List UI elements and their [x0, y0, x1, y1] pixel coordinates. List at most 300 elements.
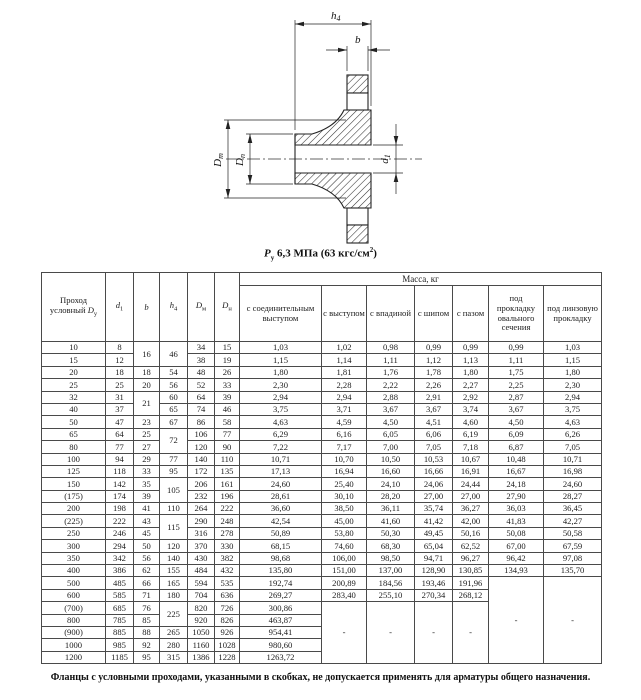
table-cell: 980,60: [240, 639, 322, 651]
caption-close: ): [373, 247, 377, 260]
table-cell: 45: [134, 527, 160, 539]
table-cell: 105: [160, 478, 188, 503]
table-cell: 25: [42, 379, 106, 391]
table-row: [42, 391, 602, 403]
table-cell: 24,18: [489, 478, 544, 490]
table-cell: 432: [215, 565, 240, 577]
table-cell: 3,74: [453, 403, 489, 415]
table-cell: 2,87: [489, 391, 544, 403]
table-cell: 25,40: [322, 478, 367, 490]
table-cell: 36,27: [453, 503, 489, 515]
table-cell: 16,94: [322, 465, 367, 477]
table-cell: 4,59: [322, 416, 367, 428]
table-cell: 118: [106, 465, 134, 477]
table-cell: 196: [215, 490, 240, 502]
table-cell: 92: [134, 639, 160, 651]
table-cell: 37: [106, 403, 134, 415]
table-cell: 41: [134, 503, 160, 515]
table-cell: 484: [188, 565, 215, 577]
caption-text: 6,3 МПа (63 кгс/см: [274, 247, 370, 260]
table-cell: 35: [134, 478, 160, 490]
table-cell: 1050: [188, 626, 215, 638]
table-cell: 1160: [188, 639, 215, 651]
table-cell: 94: [106, 453, 134, 465]
table-cell: 463,87: [240, 614, 322, 626]
table-cell: 72: [160, 428, 188, 453]
table-cell: 2,22: [367, 379, 415, 391]
table-row: [42, 565, 602, 577]
table-cell: 485: [106, 577, 134, 589]
footnote: Фланцы с условными проходами, указанными в скобках, не допускается применять для арматуры общего назначения.: [50, 672, 591, 683]
table-row: [42, 428, 602, 440]
table-cell: 2,91: [415, 391, 453, 403]
table-cell: 535: [215, 577, 240, 589]
table-cell: 2,25: [489, 379, 544, 391]
table-cell: 16: [134, 342, 160, 367]
table-cell: 42,00: [453, 515, 489, 527]
table-cell: 7,05: [544, 441, 602, 453]
table-cell: 42,27: [544, 515, 602, 527]
table-cell: 74,60: [322, 540, 367, 552]
table-cell: 71: [134, 589, 160, 601]
table-cell: 60: [160, 391, 188, 403]
table-cell: (700): [42, 602, 106, 614]
table-cell: 85: [134, 614, 160, 626]
table-cell: 6,06: [415, 428, 453, 440]
table-cell: 330: [215, 540, 240, 552]
table-row: [42, 490, 602, 502]
table-cell: 40: [42, 403, 106, 415]
table-cell: 28,20: [367, 490, 415, 502]
table-cell: 137,00: [367, 565, 415, 577]
table-cell: 36,60: [240, 503, 322, 515]
table-cell: 52: [188, 379, 215, 391]
table-cell: 0,99: [453, 342, 489, 354]
table-cell: 33: [215, 379, 240, 391]
header-mass-group: Масса, кг: [240, 273, 602, 286]
table-cell: 20: [134, 379, 160, 391]
table-cell: 885: [106, 626, 134, 638]
table-cell: 125: [42, 465, 106, 477]
table-cell: 110: [160, 503, 188, 515]
table-cell: 41,60: [367, 515, 415, 527]
table-cell: 77: [106, 441, 134, 453]
table-cell: 134,93: [489, 565, 544, 577]
dimensions-table: [41, 272, 602, 664]
table-cell: 500: [42, 577, 106, 589]
table-cell: 115: [160, 515, 188, 540]
caption-sup: 2: [369, 246, 374, 254]
table-cell: 151,00: [322, 565, 367, 577]
table-cell: (175): [42, 490, 106, 502]
table-cell: 1,78: [415, 366, 453, 378]
table-cell: 32: [42, 391, 106, 403]
table-cell: 0,98: [367, 342, 415, 354]
table-cell: 15: [42, 354, 106, 366]
table-cell: 98,50: [367, 552, 415, 564]
table-cell: 316: [188, 527, 215, 539]
table-cell: (900): [42, 626, 106, 638]
table-cell: 193,46: [415, 577, 453, 589]
table-cell: 10,67: [453, 453, 489, 465]
table-cell: 826: [215, 614, 240, 626]
table-cell: -: [489, 577, 544, 664]
table-cell: 4,63: [240, 416, 322, 428]
table-row: [42, 515, 602, 527]
table-cell: 1185: [106, 651, 134, 663]
table-cell: 0,99: [415, 342, 453, 354]
table-cell: 53,80: [322, 527, 367, 539]
table-cell: 1000: [42, 639, 106, 651]
table-cell: 39: [215, 391, 240, 403]
table-cell: 342: [106, 552, 134, 564]
table-cell: 28,61: [240, 490, 322, 502]
table-cell: 2,26: [415, 379, 453, 391]
table-cell: 16,60: [367, 465, 415, 477]
table-row: [42, 354, 602, 366]
table-cell: 6,29: [240, 428, 322, 440]
table-row: [42, 478, 602, 490]
table-cell: 65: [160, 403, 188, 415]
table-cell: 1,11: [367, 354, 415, 366]
table-cell: 35,74: [415, 503, 453, 515]
table-cell: 62,52: [453, 540, 489, 552]
header-col-1: $d_1$: [106, 273, 134, 342]
table-cell: 36,11: [367, 503, 415, 515]
table-cell: 6,09: [489, 428, 544, 440]
table-cell: 250: [42, 527, 106, 539]
table-cell: 98,68: [240, 552, 322, 564]
table-cell: 10,50: [367, 453, 415, 465]
table-cell: 65,04: [415, 540, 453, 552]
table-cell: 206: [188, 478, 215, 490]
flange-drawing: [0, 0, 641, 262]
table-cell: 27: [134, 441, 160, 453]
table-cell: 1,02: [322, 342, 367, 354]
table-cell: 24,60: [240, 478, 322, 490]
table-cell: 269,27: [240, 589, 322, 601]
table-cell: 184,56: [367, 577, 415, 589]
table-row: [42, 503, 602, 515]
table-cell: 36,03: [489, 503, 544, 515]
table-cell: 77: [215, 428, 240, 440]
table-cell: 86: [188, 416, 215, 428]
table-cell: 2,30: [544, 379, 602, 391]
dim-label-dn: Dn: [234, 154, 247, 166]
table-cell: 42,54: [240, 515, 322, 527]
table-cell: 24,44: [453, 478, 489, 490]
table-row: [42, 453, 602, 465]
table-cell: 106: [188, 428, 215, 440]
table-cell: -: [453, 602, 489, 664]
table-cell: 785: [106, 614, 134, 626]
table-cell: 150: [42, 478, 106, 490]
header-col-0: Проход условный $D_у$: [42, 273, 106, 342]
table-cell: 106,00: [322, 552, 367, 564]
table-cell: 25: [134, 428, 160, 440]
table-cell: 1,81: [322, 366, 367, 378]
table-cell: (225): [42, 515, 106, 527]
table-cell: 280: [160, 639, 188, 651]
table-cell: 45,00: [322, 515, 367, 527]
table-cell: 920: [188, 614, 215, 626]
table-cell: 926: [215, 626, 240, 638]
table-cell: 1263,72: [240, 651, 322, 663]
table-cell: 315: [160, 651, 188, 663]
table-cell: 1,13: [453, 354, 489, 366]
table-cell: 820: [188, 602, 215, 614]
table-cell: 155: [160, 565, 188, 577]
table-cell: 10,48: [489, 453, 544, 465]
table-cell: 172: [188, 465, 215, 477]
table-cell: 7,00: [367, 441, 415, 453]
table-cell: 6,26: [544, 428, 602, 440]
header-mass-col-3: с шипом: [415, 286, 453, 342]
table-cell: 142: [106, 478, 134, 490]
table-cell: 4,63: [544, 416, 602, 428]
table-cell: 46: [160, 342, 188, 367]
table-cell: 38: [188, 354, 215, 366]
header-col-4: $D_м$: [188, 273, 215, 342]
table-cell: 161: [215, 478, 240, 490]
table-cell: 140: [188, 453, 215, 465]
table-cell: 80: [42, 441, 106, 453]
table-cell: 4,50: [367, 416, 415, 428]
table-cell: 726: [215, 602, 240, 614]
table-cell: 135,80: [240, 565, 322, 577]
table-cell: 100: [42, 453, 106, 465]
table-cell: 10,70: [322, 453, 367, 465]
header-mass-col-0: с соединительным выступом: [240, 286, 322, 342]
table-cell: 382: [215, 552, 240, 564]
header-mass-col-5: под прокладку овального сечения: [489, 286, 544, 342]
table-cell: 1,80: [240, 366, 322, 378]
dimensions-table-wrap: [41, 272, 602, 664]
table-cell: 300,86: [240, 602, 322, 614]
table-cell: 90: [215, 441, 240, 453]
table-cell: 6,05: [367, 428, 415, 440]
table-cell: 95: [160, 465, 188, 477]
table-cell: 2,88: [367, 391, 415, 403]
table-cell: 25: [106, 379, 134, 391]
table-cell: 50: [134, 540, 160, 552]
table-cell: 4,60: [453, 416, 489, 428]
table-cell: 18: [106, 366, 134, 378]
table-cell: 265: [160, 626, 188, 638]
table-cell: 268,12: [453, 589, 489, 601]
table-cell: 600: [42, 589, 106, 601]
table-cell: 8: [106, 342, 134, 354]
table-row: [42, 527, 602, 539]
table-cell: 1028: [215, 639, 240, 651]
table-cell: 2,94: [322, 391, 367, 403]
table-cell: 41,42: [415, 515, 453, 527]
table-cell: 135,70: [544, 565, 602, 577]
table-cell: 222: [215, 503, 240, 515]
table-cell: 38,50: [322, 503, 367, 515]
table-cell: 56: [134, 552, 160, 564]
table-cell: 39: [134, 490, 160, 502]
dim-label-b: b: [355, 34, 361, 46]
table-cell: 21: [134, 391, 160, 416]
table-cell: 191,96: [453, 577, 489, 589]
table-cell: 68,15: [240, 540, 322, 552]
table-cell: 3,75: [544, 403, 602, 415]
table-cell: 10,71: [544, 453, 602, 465]
table-cell: 278: [215, 527, 240, 539]
table-cell: 76: [134, 602, 160, 614]
table-cell: 56: [160, 379, 188, 391]
table-cell: 370: [188, 540, 215, 552]
table-cell: 10,53: [415, 453, 453, 465]
table-cell: 225: [160, 602, 188, 627]
table-cell: -: [322, 602, 367, 664]
table-cell: 1,76: [367, 366, 415, 378]
table-cell: 3,67: [415, 403, 453, 415]
table-cell: 43: [134, 515, 160, 527]
table-cell: 1,15: [544, 354, 602, 366]
table-cell: 4,50: [489, 416, 544, 428]
table-cell: 1,75: [489, 366, 544, 378]
table-cell: 12: [106, 354, 134, 366]
table-cell: 27,00: [415, 490, 453, 502]
table-cell: 198: [106, 503, 134, 515]
table-cell: 2,30: [240, 379, 322, 391]
table-cell: 67: [160, 416, 188, 428]
table-cell: 2,92: [453, 391, 489, 403]
table-cell: 1,80: [453, 366, 489, 378]
table-cell: 16,91: [453, 465, 489, 477]
table-cell: 192,74: [240, 577, 322, 589]
table-cell: 386: [106, 565, 134, 577]
table-cell: 23: [134, 416, 160, 428]
table-cell: 120: [160, 540, 188, 552]
header-col-5: $D_н$: [215, 273, 240, 342]
table-cell: 1,12: [415, 354, 453, 366]
table-cell: 594: [188, 577, 215, 589]
table-cell: 222: [106, 515, 134, 527]
table-cell: 6,16: [322, 428, 367, 440]
table-cell: 954,41: [240, 626, 322, 638]
table-cell: -: [415, 602, 453, 664]
table-cell: 6,87: [489, 441, 544, 453]
table-cell: 24,60: [544, 478, 602, 490]
table-cell: 88: [134, 626, 160, 638]
caption-p: P: [264, 247, 271, 260]
table-row: [42, 552, 602, 564]
table-cell: 2,28: [322, 379, 367, 391]
table-cell: 135: [215, 465, 240, 477]
table-cell: 64: [188, 391, 215, 403]
table-cell: 46: [215, 403, 240, 415]
table-cell: 120: [188, 441, 215, 453]
table-cell: 985: [106, 639, 134, 651]
table-cell: 0,99: [489, 342, 544, 354]
table-cell: 97,08: [544, 552, 602, 564]
table-cell: 19: [215, 354, 240, 366]
table-cell: 77: [160, 453, 188, 465]
table-cell: 16,67: [489, 465, 544, 477]
header-mass-col-1: с выступом: [322, 286, 367, 342]
table-cell: 74: [188, 403, 215, 415]
table-cell: 246: [106, 527, 134, 539]
table-cell: 1386: [188, 651, 215, 663]
table-cell: 7,05: [415, 441, 453, 453]
table-cell: 255,10: [367, 589, 415, 601]
table-cell: 65: [42, 428, 106, 440]
table-cell: 15: [215, 342, 240, 354]
table-cell: 585: [106, 589, 134, 601]
table-cell: 400: [42, 565, 106, 577]
table-cell: 27,00: [453, 490, 489, 502]
table-cell: 54: [160, 366, 188, 378]
caption-p-sub: у: [270, 253, 275, 262]
table-cell: 6,19: [453, 428, 489, 440]
table-cell: 2,27: [453, 379, 489, 391]
table-cell: 24,06: [415, 478, 453, 490]
table-cell: 50,16: [453, 527, 489, 539]
table-cell: 50,58: [544, 527, 602, 539]
table-cell: 1,80: [544, 366, 602, 378]
header-mass-col-4: с пазом: [453, 286, 489, 342]
table-cell: 4,51: [415, 416, 453, 428]
table-cell: 270,34: [415, 589, 453, 601]
table-cell: 110: [215, 453, 240, 465]
table-cell: 232: [188, 490, 215, 502]
table-cell: 28,27: [544, 490, 602, 502]
table-row: [42, 441, 602, 453]
table-cell: 48: [188, 366, 215, 378]
table-cell: 68,30: [367, 540, 415, 552]
table-cell: 62: [134, 565, 160, 577]
table-cell: 49,45: [415, 527, 453, 539]
dim-label-d1: d1: [379, 154, 392, 164]
table-cell: 66: [134, 577, 160, 589]
table-cell: 3,67: [367, 403, 415, 415]
pressure-caption: [0, 246, 641, 262]
table-cell: -: [544, 577, 602, 664]
table-cell: 165: [160, 577, 188, 589]
dimension-lines: [224, 20, 403, 198]
table-cell: 31: [106, 391, 134, 403]
header-col-2: b: [134, 273, 160, 342]
table-cell: 26: [215, 366, 240, 378]
table-cell: 290: [188, 515, 215, 527]
table-cell: 800: [42, 614, 106, 626]
table-cell: 16,66: [415, 465, 453, 477]
table-cell: 64: [106, 428, 134, 440]
table-cell: 96,42: [489, 552, 544, 564]
table-cell: 1,15: [240, 354, 322, 366]
table-cell: 180: [160, 589, 188, 601]
table-cell: 50,89: [240, 527, 322, 539]
table-cell: 300: [42, 540, 106, 552]
table-row: [42, 540, 602, 552]
header-mass-col-6: под линзовую прокладку: [544, 286, 602, 342]
dim-label-dm: Dm: [212, 153, 225, 167]
table-cell: 1,14: [322, 354, 367, 366]
table-cell: 94,71: [415, 552, 453, 564]
table-cell: 430: [188, 552, 215, 564]
table-row: [42, 465, 602, 477]
table-cell: -: [367, 602, 415, 664]
table-cell: 29: [134, 453, 160, 465]
table-cell: 50,30: [367, 527, 415, 539]
table-row: [42, 342, 602, 354]
table-cell: 2,94: [544, 391, 602, 403]
table-cell: 47: [106, 416, 134, 428]
table-cell: 20: [42, 366, 106, 378]
